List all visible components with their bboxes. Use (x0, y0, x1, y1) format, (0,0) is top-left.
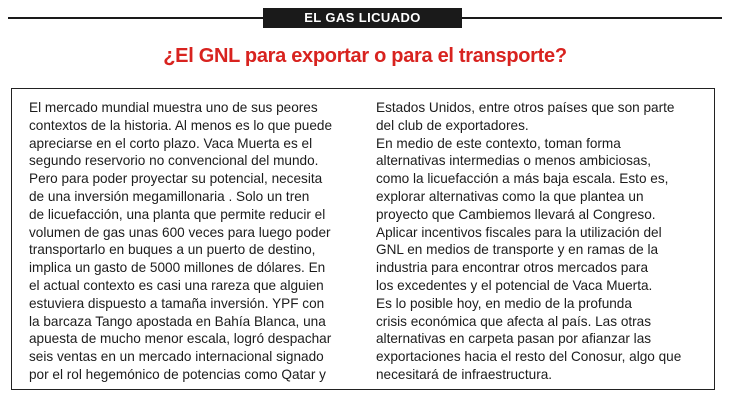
text-line: crisis económica que afecta al país. Las otras (376, 313, 652, 329)
text-line: implica un gasto de 5000 millones de dólares. En (29, 260, 326, 276)
text-line: GNL en medios de transporte y en ramas de la (376, 242, 659, 258)
text-line: alternativas en carpeta pasan por afianzar las (376, 331, 652, 347)
text-line: explorar alternativas como la que plantea un (376, 188, 644, 204)
text-line: necesitará de infraestructura. (376, 366, 553, 382)
text-line: segundo reservorio no convencional del mundo. (29, 153, 319, 169)
text-line: los excedentes y el potencial de Vaca Muerta. (376, 277, 653, 293)
text-line: volumen de gas unas 600 veces para luego poder (29, 224, 331, 240)
text-line: de licuefacción, una planta que permite reducir el (29, 206, 326, 222)
text-line: del club de exportadores. (376, 117, 529, 133)
text-line: Aplicar incentivos fiscales para la utilización del (376, 224, 662, 240)
text-line: contextos de la historia. Al menos es lo que puede (29, 117, 333, 133)
text-line: apreciarse en el corto plazo. Vaca Muerta es el (29, 135, 313, 151)
text-line: seis ventas en un mercado internacional signado (29, 349, 324, 365)
headline: ¿El GNL para exportar o para el transporte? (163, 45, 567, 67)
text-line: proyecto que Cambiemos llevará al Congreso. (376, 206, 656, 222)
text-line: Estados Unidos, entre otros países que son parte (376, 100, 675, 115)
left-column (29, 99, 359, 384)
text-line: transportarlo en buques a un puerto de destino, (29, 242, 316, 258)
text-line: la barcaza Tango apostada en Bahía Blanca, una (29, 313, 326, 329)
right-column (376, 99, 711, 384)
text-line: estuviera dispuesto a tamaña inversión. YPF con (29, 295, 325, 311)
text-line: de una inversión megamillonaria . Solo un tren (29, 188, 310, 204)
text-line: En medio de este contexto, toman forma (376, 135, 621, 151)
section-label: EL GAS LICUADO (263, 8, 462, 28)
text-line: como la licuefacción a más baja escala. Esto es, (376, 171, 669, 187)
text-line: alternativas intermedias o menos ambiciosas, (376, 153, 652, 169)
text-line: por el rol hegemónico de potencias como Qatar y (29, 366, 326, 382)
text-line: exportaciones hacia el resto del Conosur, algo que (376, 349, 682, 365)
text-line: industria para encontrar otros mercados para (376, 260, 649, 276)
text-line: apuesta de mucho menor escala, logró despachar (29, 331, 332, 347)
text-line: El mercado mundial muestra uno de sus peores (29, 100, 318, 115)
text-line: Pero para poder proyectar su potencial, necesita (29, 171, 323, 187)
text-line: Es lo posible hoy, en medio de la profunda (376, 295, 632, 311)
text-line: el actual contexto es casi una rareza que alguien (29, 277, 324, 293)
